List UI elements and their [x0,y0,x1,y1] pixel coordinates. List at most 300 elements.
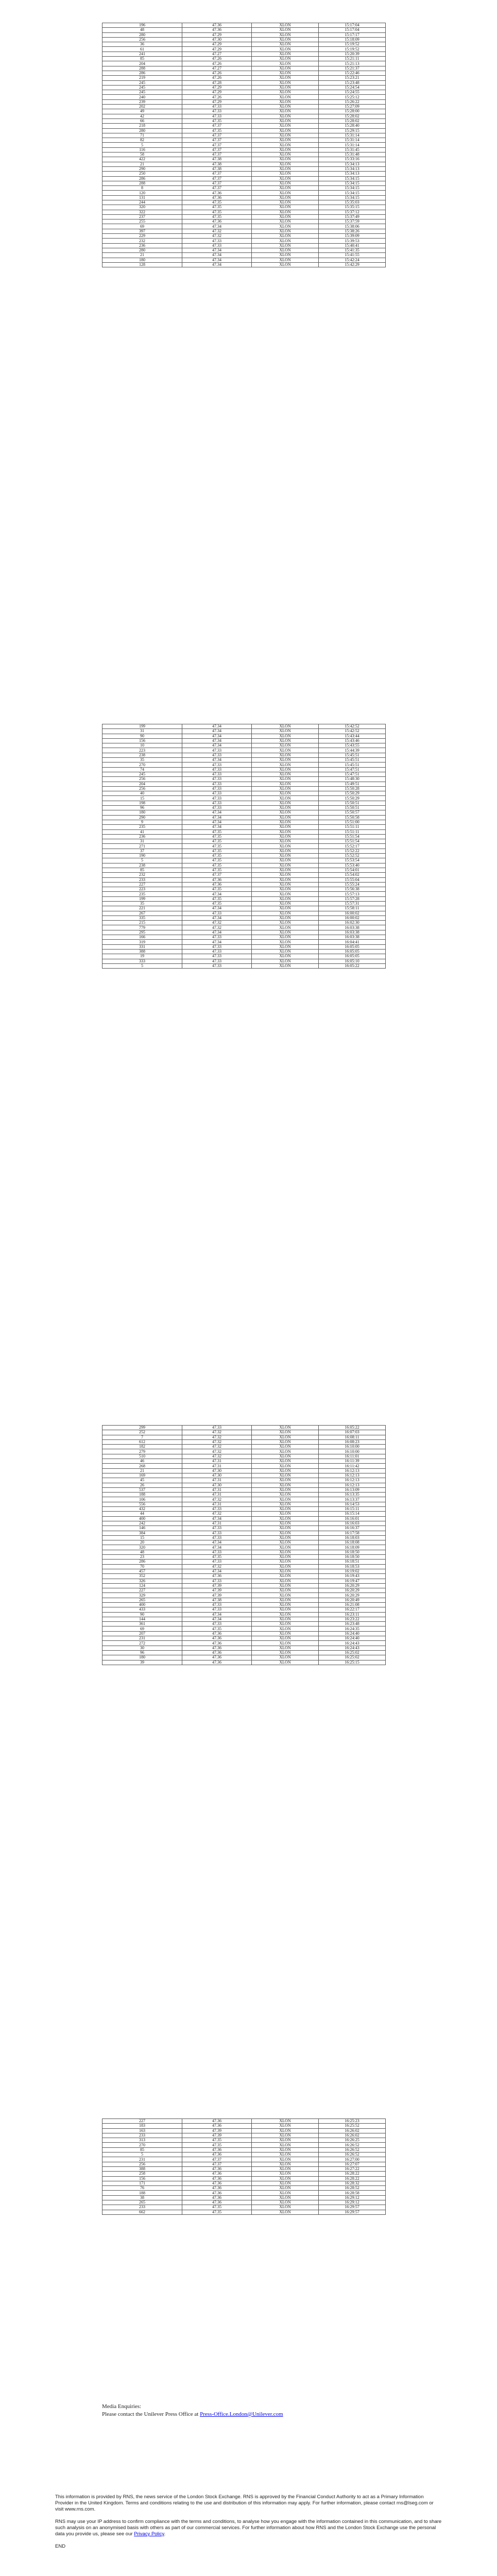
venue-cell: XLON [252,1555,319,1560]
time-cell: 15:37:12 [319,210,386,214]
price-cell: 47.33 [182,949,252,954]
time-cell: 15:44:39 [319,748,386,753]
venue-cell: XLON [252,810,319,815]
price-cell: 47.34 [182,892,252,896]
volume-cell: 219 [102,76,182,80]
table-row [102,2210,386,2214]
table-row [102,133,386,138]
venue-cell: XLON [252,2205,319,2210]
price-cell: 47.31 [182,1459,252,1464]
volume-cell: 61 [102,47,182,52]
volume-cell: 268 [102,1464,182,1468]
table-row [102,80,386,85]
volume-cell: 320 [102,1545,182,1550]
time-cell: 15:54:01 [319,868,386,872]
price-cell: 47.39 [182,1588,252,1593]
table-row [102,23,386,28]
time-cell: 15:19:52 [319,47,386,52]
volume-cell: 46 [102,1459,182,1464]
table-row [102,1531,386,1535]
volume-cell: 400 [102,1602,182,1607]
venue-cell: XLON [252,90,319,95]
venue-cell: XLON [252,118,319,123]
rns-privacy-text: RNS may use your IP address to confirm compliance with the terms and conditions, to analyse how you engage with the information contained in this communication, and to share such analysis on an anonymised basis with others as part of our commercial services. For further information about how RNS and the London Stock Exchange use the personal data you provide us, please see our [55,2519,442,2537]
venue-cell: XLON [252,1464,319,1468]
table-row [102,71,386,75]
table-row [102,2157,386,2162]
time-cell: 15:18:09 [319,37,386,42]
time-cell: 15:39:09 [319,234,386,239]
price-cell: 47.36 [182,1631,252,1636]
price-cell: 47.33 [182,777,252,782]
volume-cell: 240 [102,95,182,99]
venue-cell: XLON [252,1660,319,1665]
volume-cell: 36 [102,42,182,47]
time-cell: 16:24:43 [319,1646,386,1650]
time-cell: 15:54:02 [319,873,386,877]
price-cell: 47.31 [182,1487,252,1492]
volume-cell: 124 [102,1583,182,1588]
price-cell: 47.36 [182,219,252,224]
volume-cell: 258 [102,2172,182,2176]
volume-cell: 238 [102,753,182,757]
price-cell: 47.37 [182,2162,252,2166]
price-cell: 47.33 [182,753,252,757]
time-cell: 16:28:58 [319,2191,386,2195]
volume-cell: 85 [102,57,182,61]
volume-cell: 215 [102,921,182,925]
price-cell: 47.34 [182,1545,252,1550]
volume-cell: 397 [102,229,182,233]
volume-cell: 183 [102,2124,182,2128]
venue-cell: XLON [252,262,319,267]
table-row [102,1583,386,1588]
volume-cell: 42 [102,114,182,118]
volume-cell: 82 [102,138,182,143]
table-row [102,258,386,262]
price-cell: 47.35 [182,887,252,892]
volume-cell: 74 [102,767,182,772]
table-row [102,1579,386,1583]
table-row [102,762,386,767]
price-cell: 47.35 [182,210,252,214]
volume-cell: 204 [102,782,182,786]
time-cell: 16:16:01 [319,1516,386,1521]
price-cell: 47.33 [182,239,252,243]
venue-cell: XLON [252,882,319,887]
venue-cell: XLON [252,1507,319,1512]
time-cell: 15:31:14 [319,143,386,147]
volume-cell: 9 [102,820,182,824]
volume-cell: 199 [102,896,182,901]
venue-cell: XLON [252,892,319,896]
time-cell: 15:23:48 [319,80,386,85]
time-cell: 16:20:29 [319,1588,386,1593]
volume-cell: 267 [102,911,182,916]
price-cell: 47.39 [182,1593,252,1598]
price-cell: 47.33 [182,105,252,109]
volume-cell: 233 [102,2133,182,2138]
table-row [102,2124,386,2128]
price-cell: 47.37 [182,172,252,176]
venue-cell: XLON [252,195,319,200]
table-row [102,2166,386,2171]
volume-cell: 231 [102,1636,182,1641]
venue-cell: XLON [252,767,319,772]
time-cell: 16:18:09 [319,1545,386,1550]
volume-cell: 245 [102,80,182,85]
price-cell: 47.33 [182,762,252,767]
volume-cell: 288 [102,181,182,185]
venue-cell: XLON [252,258,319,262]
price-cell: 47.33 [182,243,252,248]
price-cell: 47.36 [182,23,252,28]
table-row [102,1650,386,1655]
venue-cell: XLON [252,954,319,959]
price-cell: 47.37 [182,147,252,152]
table-row [102,1535,386,1540]
volume-cell: 233 [102,2205,182,2210]
venue-cell: XLON [252,2128,319,2133]
time-cell: 16:21:08 [319,1602,386,1607]
table-row [102,1512,386,1516]
price-cell: 47.36 [182,2124,252,2128]
transactions-table-2 [102,724,386,969]
table-row [102,219,386,224]
volume-cell: 106 [102,1497,182,1502]
venue-cell: XLON [252,248,319,252]
time-cell: 15:39:53 [319,239,386,243]
volume-cell: 39 [102,1660,182,1665]
volume-cell: 457 [102,1569,182,1573]
price-cell: 47.33 [182,767,252,772]
time-cell: 16:28:32 [319,2181,386,2185]
table-row [102,868,386,872]
price-cell: 47.33 [182,935,252,940]
venue-cell: XLON [252,1439,319,1444]
volume-cell: 71 [102,133,182,138]
volume-cell: 69 [102,224,182,229]
venue-cell: XLON [252,191,319,195]
venue-cell: XLON [252,1468,319,1473]
table-row [102,786,386,791]
venue-cell: XLON [252,1617,319,1621]
venue-cell: XLON [252,906,319,911]
time-cell: 15:53:40 [319,863,386,868]
table-row [102,734,386,738]
time-cell: 16:10:00 [319,1445,386,1449]
table-row [102,2172,386,2176]
table-row [102,877,386,882]
volume-cell: 422 [102,157,182,162]
price-cell: 47.33 [182,786,252,791]
time-cell: 15:50:28 [319,786,386,791]
time-cell: 15:34:15 [319,195,386,200]
time-cell: 16:29:12 [319,2195,386,2200]
time-cell: 16:18:50 [319,1550,386,1554]
venue-cell: XLON [252,1459,319,1464]
time-cell: 16:18:51 [319,1560,386,1564]
table-row [102,882,386,887]
price-cell: 47.36 [182,1636,252,1641]
table-row [102,930,386,935]
venue-cell: XLON [252,205,319,210]
price-cell: 47.34 [182,930,252,935]
volume-cell: 236 [102,243,182,248]
price-cell: 47.34 [182,1569,252,1573]
venue-cell: XLON [252,1435,319,1439]
time-cell: 16:16:03 [319,1521,386,1526]
volume-cell: 180 [102,258,182,262]
price-cell: 47.34 [182,1540,252,1545]
price-cell: 47.29 [182,32,252,37]
table-row [102,925,386,930]
time-cell: 16:25:02 [319,1655,386,1660]
table-row [102,2147,386,2152]
price-cell: 47.34 [182,810,252,815]
price-cell: 47.38 [182,157,252,162]
time-cell: 16:08:23 [319,1439,386,1444]
table-row [102,849,386,853]
time-cell: 16:16:37 [319,1526,386,1531]
time-cell: 15:43:55 [319,743,386,748]
volume-cell: 510 [102,1454,182,1459]
press-office-email-link[interactable]: Press-Office.London@Unilever.com [200,2411,283,2417]
volume-cell: 227 [102,2119,182,2124]
time-cell: 15:21:37 [319,66,386,71]
time-cell: 15:42:52 [319,724,386,729]
privacy-policy-link[interactable]: Privacy Policy [134,2531,164,2537]
venue-cell: XLON [252,2143,319,2147]
time-cell: 16:12:13 [319,1468,386,1473]
venue-cell: XLON [252,806,319,810]
volume-cell: 335 [102,916,182,920]
volume-cell: 272 [102,1641,182,1646]
table-row [102,118,386,123]
venue-cell: XLON [252,748,319,753]
price-cell: 47.34 [182,743,252,748]
time-cell: 16:20:49 [319,1598,386,1602]
price-cell: 47.34 [182,738,252,743]
venue-cell: XLON [252,1516,319,1521]
volume-cell: 204 [102,61,182,66]
time-cell: 15:34:15 [319,186,386,191]
time-cell: 15:56:38 [319,887,386,892]
volume-cell: 76 [102,2186,182,2191]
price-cell: 47.31 [182,1493,252,1497]
price-cell: 47.33 [182,1560,252,1564]
table-row [102,1555,386,1560]
volume-cell: 244 [102,200,182,205]
time-cell: 16:18:08 [319,1540,386,1545]
price-cell: 47.36 [182,882,252,887]
table-row [102,1550,386,1554]
venue-cell: XLON [252,940,319,944]
price-cell: 47.26 [182,57,252,61]
table-row [102,138,386,143]
time-cell: 16:23:48 [319,1622,386,1626]
volume-cell: 612 [102,1439,182,1444]
volume-cell: 31 [102,729,182,734]
volume-cell: 26 [102,1483,182,1487]
venue-cell: XLON [252,152,319,157]
table-row [102,963,386,968]
transactions-table-3 [102,1425,386,1665]
time-cell: 15:47:51 [319,767,386,772]
venue-cell: XLON [252,1655,319,1660]
time-cell: 16:23:22 [319,1617,386,1621]
price-cell: 47.36 [182,1646,252,1650]
table-row [102,1521,386,1526]
table-row [102,2181,386,2185]
volume-cell: 218 [102,124,182,128]
time-cell: 15:43:46 [319,738,386,743]
time-cell: 16:03:38 [319,925,386,930]
time-cell: 16:12:13 [319,1478,386,1483]
venue-cell: XLON [252,815,319,820]
table-row [102,95,386,99]
time-cell: 15:38:06 [319,224,386,229]
table-row [102,729,386,734]
time-cell: 16:15:11 [319,1507,386,1512]
volume-cell: 256 [102,786,182,791]
volume-cell: 319 [102,940,182,944]
volume-cell: 48 [102,28,182,32]
volume-cell: 182 [102,1445,182,1449]
table-row [102,854,386,858]
time-cell: 15:20:39 [319,52,386,56]
table-row [102,253,386,258]
time-cell: 16:11:39 [319,1459,386,1464]
volume-cell: 41 [102,829,182,834]
venue-cell: XLON [252,777,319,782]
price-cell: 47.34 [182,262,252,267]
volume-cell: 5 [102,858,182,863]
time-cell: 15:41:55 [319,253,386,258]
price-cell: 47.34 [182,734,252,738]
venue-cell: XLON [252,944,319,949]
price-cell: 47.33 [182,1622,252,1626]
time-cell: 15:37:59 [319,219,386,224]
price-cell: 47.36 [182,2153,252,2157]
time-cell: 15:17:04 [319,28,386,32]
price-cell: 47.35 [182,2143,252,2147]
price-cell: 47.35 [182,2138,252,2143]
venue-cell: XLON [252,873,319,877]
price-cell: 47.33 [182,1426,252,1430]
venue-cell: XLON [252,219,319,224]
price-cell: 47.36 [182,2119,252,2124]
table-row [102,105,386,109]
price-cell: 47.34 [182,729,252,734]
price-cell: 47.32 [182,1435,252,1439]
venue-cell: XLON [252,1445,319,1449]
venue-cell: XLON [252,1535,319,1540]
time-cell: 16:03:38 [319,935,386,940]
price-cell: 47.36 [182,1660,252,1665]
table-row [102,172,386,176]
time-cell: 16:26:52 [319,2143,386,2147]
table-row [102,1426,386,1430]
time-cell: 15:49:51 [319,782,386,786]
table-row [102,1483,386,1487]
table-row [102,1564,386,1569]
time-cell: 15:22:46 [319,71,386,75]
time-cell: 15:55:04 [319,877,386,882]
volume-cell: 280 [102,32,182,37]
time-cell: 15:28:02 [319,118,386,123]
volume-cell: 85 [102,868,182,872]
table-row [102,2119,386,2124]
venue-cell: XLON [252,2119,319,2124]
table-row [102,1655,386,1660]
volume-cell: 90 [102,1612,182,1617]
time-cell: 15:51:11 [319,829,386,834]
price-cell: 47.37 [182,181,252,185]
volume-cell: 288 [102,66,182,71]
time-cell: 16:24:43 [319,1641,386,1646]
price-cell: 47.29 [182,99,252,104]
venue-cell: XLON [252,844,319,849]
table-row [102,834,386,839]
time-cell: 15:43:44 [319,734,386,738]
time-cell: 16:13:37 [319,1497,386,1502]
price-cell: 47.35 [182,858,252,863]
venue-cell: XLON [252,2172,319,2176]
table-row [102,1612,386,1617]
time-cell: 16:03:38 [319,930,386,935]
price-cell: 47.36 [182,2176,252,2181]
time-cell: 15:27:09 [319,105,386,109]
table-row [102,1454,386,1459]
volume-cell: 198 [102,801,182,805]
volume-cell: 279 [102,1449,182,1454]
price-cell: 47.36 [182,191,252,195]
volume-cell: 299 [102,1426,182,1430]
price-cell: 47.37 [182,186,252,191]
venue-cell: XLON [252,1550,319,1554]
table-row [102,47,386,52]
price-cell: 47.29 [182,90,252,95]
time-cell: 15:51:54 [319,834,386,839]
time-cell: 15:45:51 [319,753,386,757]
time-cell: 15:28:02 [319,114,386,118]
volume-cell: 45 [102,1478,182,1483]
price-cell: 47.29 [182,85,252,90]
volume-cell: 322 [102,210,182,214]
venue-cell: XLON [252,1487,319,1492]
volume-cell: 10 [102,743,182,748]
price-cell: 47.30 [182,1473,252,1478]
time-cell: 16:27:22 [319,2166,386,2171]
table-row [102,892,386,896]
volume-cell: 232 [102,239,182,243]
table-row [102,1502,386,1506]
venue-cell: XLON [252,1497,319,1502]
venue-cell: XLON [252,782,319,786]
volume-cell: 556 [102,1502,182,1506]
time-cell: 15:42:24 [319,258,386,262]
table-row [102,37,386,42]
venue-cell: XLON [252,1493,319,1497]
price-cell: 47.32 [182,229,252,233]
volume-cell: 270 [102,2143,182,2147]
time-cell: 16:20:29 [319,1593,386,1598]
price-cell: 47.34 [182,1612,252,1617]
volume-cell: 433 [102,1607,182,1612]
volume-cell: 116 [102,147,182,152]
venue-cell: XLON [252,854,319,858]
